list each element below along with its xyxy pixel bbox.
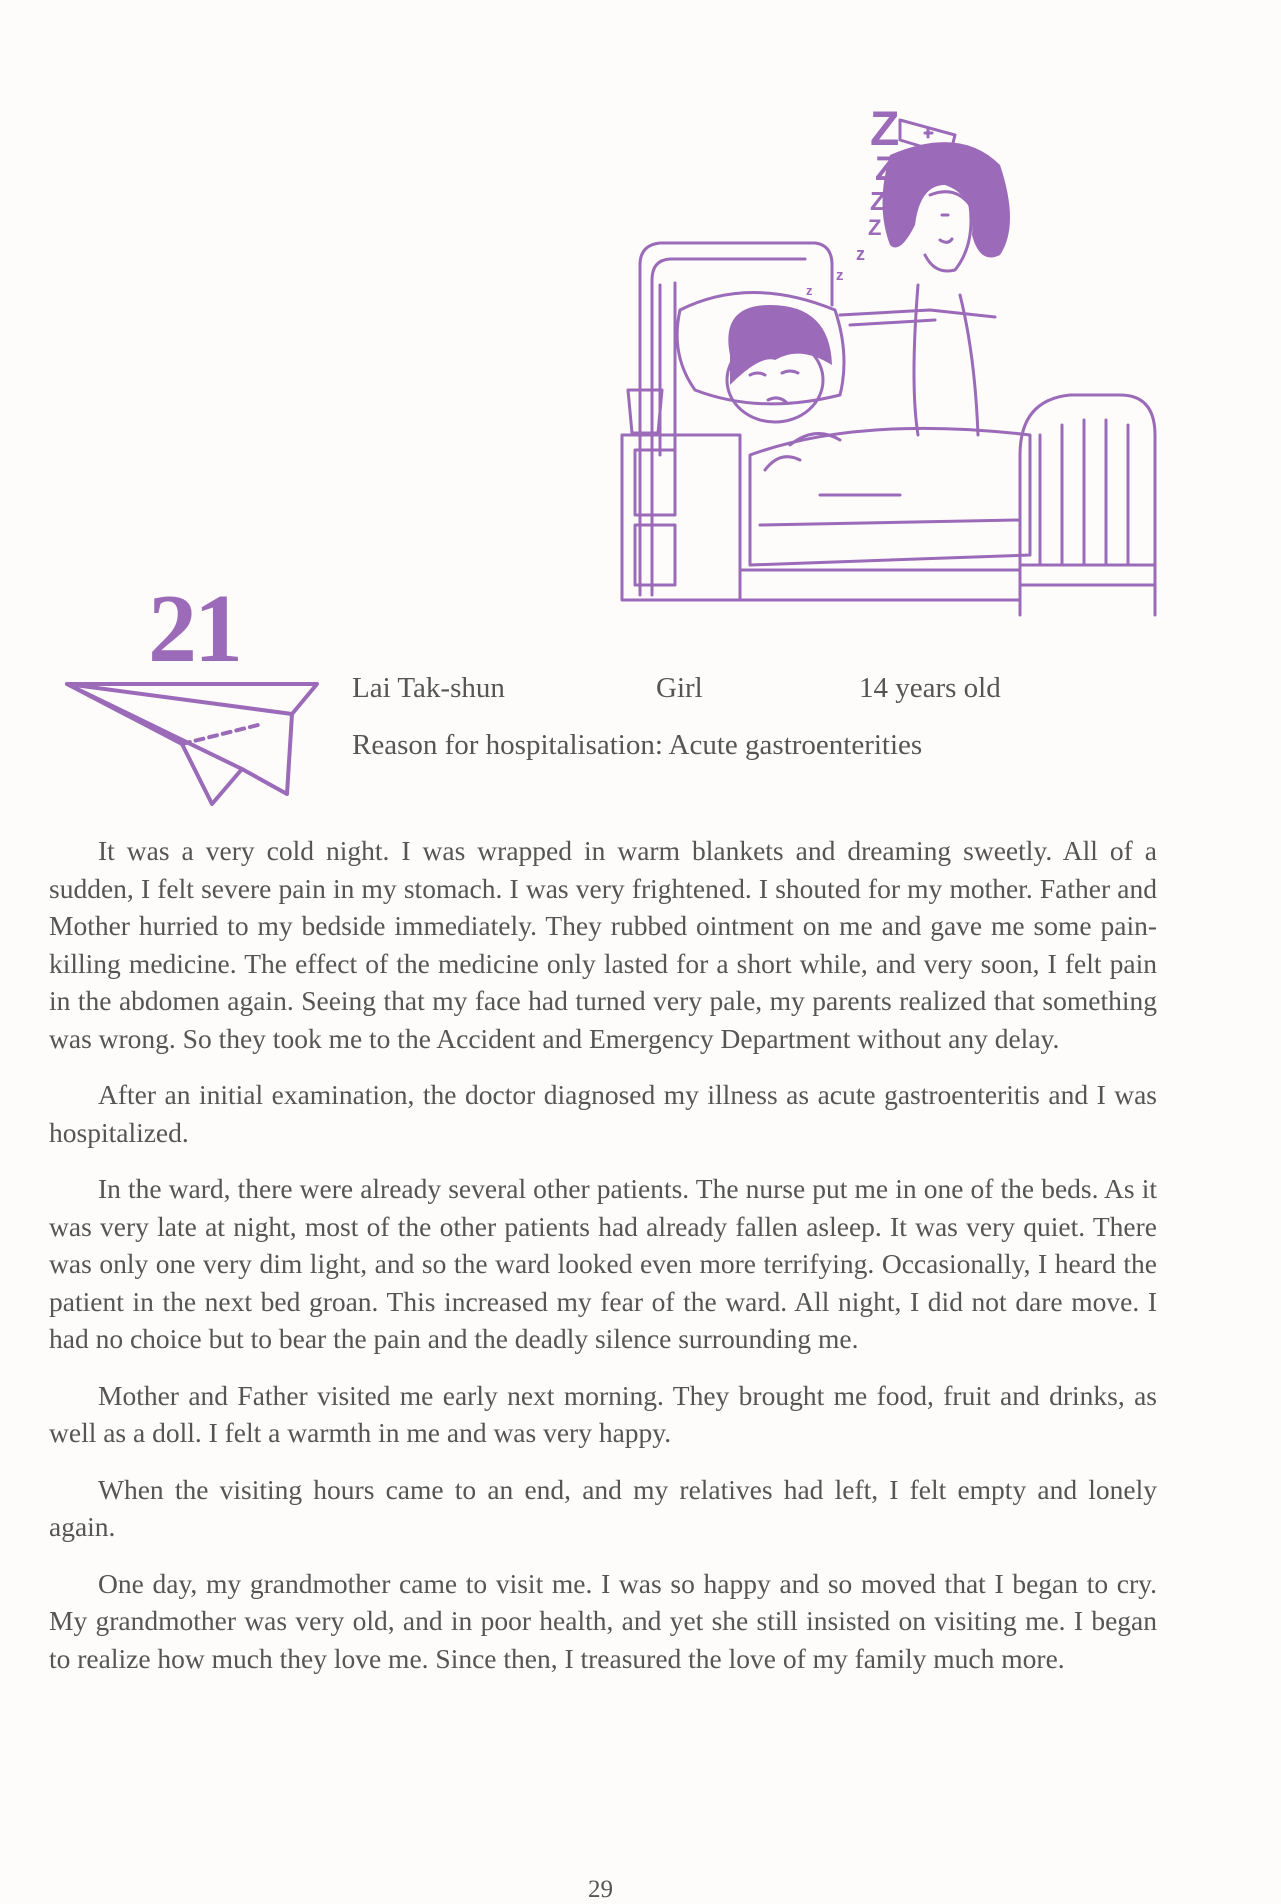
patient-gender: Girl (656, 672, 703, 704)
patient-name: Lai Tak-shun (352, 672, 505, 704)
z-letter: Z (870, 103, 900, 156)
hospital-bed-illustration (600, 55, 1180, 625)
z-letter: z (806, 283, 813, 298)
paragraph: It was a very cold night. I was wrapped in warm blankets and dreaming sweetly. All of a sudden, I felt severe pain in my stomach. I was very frightened. I shouted for my mother. Father and Mother hurried to my bedside immediately. They rubbed ointment on me and gave me some pain-killing medicine. The effect of the medicine only lasted for a short while, and very soon, I felt pain in the abdomen again. Seeing that my face had turned very pale, my parents realized that something was wrong. So they took me to the Accident and Emergency Department without any delay. (49, 835, 1157, 1054)
sleep-z-letters (806, 103, 899, 298)
z-letter: Z (868, 215, 882, 240)
paragraph: After an initial examination, the doctor diagnosed my illness as acute gastroenteritis and I was hospitalized. (49, 1079, 1157, 1148)
paragraph: Mother and Father visited me early next morning. They brought me food, fruit and drinks, as well as a doll. I felt a warmth in me and was very happy. (49, 1379, 1157, 1448)
z-letter: Z (870, 186, 886, 216)
z-letter: Z (875, 150, 896, 188)
z-letter: z (856, 244, 865, 264)
page-number: 29 (588, 1876, 613, 1903)
story-body (49, 832, 1157, 1696)
paragraph: When the visiting hours came to an end, and my relatives had left, I felt empty and lonely again. (49, 1473, 1157, 1542)
patient-age: 14 years old (859, 672, 1001, 704)
paper-plane-icon (62, 674, 322, 810)
hospitalisation-reason: Reason for hospitalisation: Acute gastroenterities (352, 729, 923, 761)
paragraph: In the ward, there were already several other patients. The nurse put me in one of the beds. As it was very late at night, most of the other patients had already fallen asleep. It was very quiet. There was only one very dim light, and so the ward looked even more terrifying. Occasionally, I heard the patient in the next bed groan. This increased my fear of the ward. All night, I did not dare move. I had no choice but to bear the pain and the deadly silence surrounding me. (49, 1173, 1157, 1354)
story-number: 21 (148, 575, 240, 683)
paragraph: One day, my grandmother came to visit me. I was so happy and so moved that I began to cry. My grandmother was very old, and in poor health, and yet she still insisted on visiting me. I began to realize how much they love me. Since then, I treasured the love of my family much more. (49, 1567, 1157, 1674)
z-letter: z (836, 267, 844, 284)
